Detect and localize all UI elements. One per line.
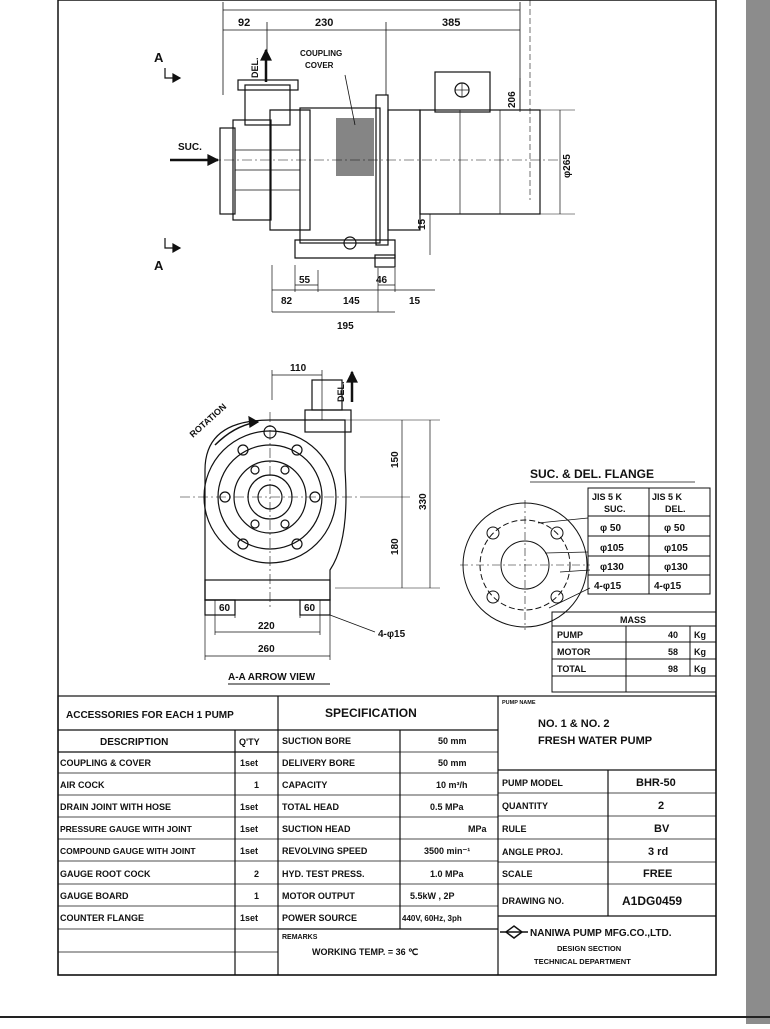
title-label-3: RULE bbox=[502, 824, 527, 834]
dim-385: 385 bbox=[442, 17, 461, 29]
spec-value-8: 5.5kW , 2P bbox=[410, 891, 455, 901]
flange-title: SUC. & DEL. FLANGE bbox=[530, 467, 655, 481]
spec-value-9: 440V, 60Hz, 3ph bbox=[402, 914, 462, 923]
accessory-qty-3: 1set bbox=[240, 802, 259, 812]
section-a-top: A bbox=[154, 50, 164, 65]
company-logo-icon bbox=[500, 926, 528, 938]
title-value-5: FREE bbox=[643, 868, 673, 880]
title-label-4: ANGLE PROJ. bbox=[502, 847, 564, 857]
design-section: DESIGN SECTION bbox=[557, 944, 622, 953]
mass-pump-label: PUMP bbox=[557, 630, 584, 640]
flange-header-suc-2: SUC. bbox=[604, 504, 626, 514]
title-value-1: BHR-50 bbox=[636, 777, 676, 789]
spec-label-8: MOTOR OUTPUT bbox=[282, 891, 355, 901]
view-caption: A-A ARROW VIEW bbox=[228, 672, 316, 683]
spec-label-5: SUCTION HEAD bbox=[282, 824, 351, 834]
flange-del-row-2: φ105 bbox=[664, 543, 688, 554]
spec-label-9: POWER SOURCE bbox=[282, 913, 358, 923]
title-value-4: 3 rd bbox=[648, 846, 669, 858]
spec-value-1: 50 mm bbox=[438, 736, 467, 746]
dim-195: 195 bbox=[337, 321, 354, 332]
pump-name-line-2: FRESH WATER PUMP bbox=[538, 735, 653, 747]
accessory-desc-4: PRESSURE GAUGE WITH JOINT bbox=[60, 824, 192, 834]
mass-motor-value: 58 bbox=[668, 647, 679, 657]
accessories-col-qty: Q'TY bbox=[239, 737, 260, 747]
rotation-label: ROTATION bbox=[187, 401, 229, 440]
accessory-qty-7: 1 bbox=[254, 891, 260, 901]
del-label-top: DEL. bbox=[250, 57, 260, 78]
spec-label-3: CAPACITY bbox=[282, 780, 328, 790]
flange-suc-row-1: φ 50 bbox=[600, 523, 622, 534]
mass-pump-unit: Kg bbox=[694, 630, 706, 640]
mass-pump-value: 40 bbox=[668, 630, 679, 640]
page-edge-bar bbox=[746, 0, 770, 1024]
accessory-desc-2: AIR COCK bbox=[60, 780, 105, 790]
mass-motor-unit: Kg bbox=[694, 647, 706, 657]
dim-55: 55 bbox=[299, 275, 311, 286]
pump-name-label: PUMP NAME bbox=[502, 700, 536, 706]
spec-value-2: 50 mm bbox=[438, 758, 467, 768]
dim-145: 145 bbox=[343, 296, 360, 307]
title-label-5: SCALE bbox=[502, 869, 533, 879]
dim-265: φ265 bbox=[562, 154, 573, 178]
bolt-holes-label: 4-φ15 bbox=[378, 629, 406, 640]
mass-motor-label: MOTOR bbox=[557, 647, 591, 657]
title-label-6: DRAWING NO. bbox=[502, 896, 564, 906]
mass-title: MASS bbox=[620, 615, 647, 625]
flange-suc-row-3: φ130 bbox=[600, 562, 624, 573]
dim-150: 150 bbox=[390, 451, 401, 468]
coupling-cover-label-1: COUPLING bbox=[300, 49, 343, 58]
dim-15-side: 15 bbox=[417, 218, 428, 230]
remarks-label: REMARKS bbox=[282, 934, 318, 941]
dim-82: 82 bbox=[281, 296, 293, 307]
flange-header-del-2: DEL. bbox=[665, 504, 686, 514]
pump-name-line-1: NO. 1 & NO. 2 bbox=[538, 718, 610, 730]
dim-206: 206 bbox=[507, 91, 518, 108]
title-value-2: 2 bbox=[658, 800, 665, 812]
flange-header-suc-1: JIS 5 K bbox=[592, 492, 623, 502]
flange-del-row-1: φ 50 bbox=[664, 523, 686, 534]
dim-60-right: 60 bbox=[304, 603, 316, 614]
accessories-title: ACCESSORIES FOR EACH 1 PUMP bbox=[66, 710, 234, 721]
technical-department: TECHNICAL DEPARTMENT bbox=[534, 957, 631, 966]
accessory-desc-5: COMPOUND GAUGE WITH JOINT bbox=[60, 846, 196, 856]
dim-220: 220 bbox=[258, 621, 275, 632]
title-value-6: A1DG0459 bbox=[622, 894, 683, 908]
accessory-desc-6: GAUGE ROOT COCK bbox=[60, 869, 151, 879]
del-label-front: DEL. bbox=[336, 381, 346, 402]
remarks-text: WORKING TEMP. = 36 ℃ bbox=[312, 947, 419, 957]
mass-total-value: 98 bbox=[668, 664, 679, 674]
bottom-divider bbox=[0, 1016, 770, 1018]
accessory-desc-7: GAUGE BOARD bbox=[60, 891, 129, 901]
accessory-qty-8: 1set bbox=[240, 913, 259, 923]
spec-value-4: 0.5 MPa bbox=[430, 802, 464, 812]
accessory-desc-3: DRAIN JOINT WITH HOSE bbox=[60, 802, 172, 812]
company-name: NANIWA PUMP MFG.CO.,LTD. bbox=[530, 928, 672, 939]
dim-330: 330 bbox=[418, 493, 429, 510]
spec-label-4: TOTAL HEAD bbox=[282, 802, 340, 812]
accessory-qty-6: 2 bbox=[254, 869, 260, 879]
flange-header-del-1: JIS 5 K bbox=[652, 492, 683, 502]
specification-title: SPECIFICATION bbox=[325, 706, 417, 720]
accessory-desc-8: COUNTER FLANGE bbox=[60, 913, 144, 923]
spec-value-7: 1.0 MPa bbox=[430, 869, 464, 879]
accessory-desc-1: COUPLING & COVER bbox=[60, 758, 152, 768]
spec-value-6: 3500 min⁻¹ bbox=[424, 846, 471, 856]
spec-value-3: 10 m³/h bbox=[436, 780, 468, 790]
top-view bbox=[165, 0, 575, 312]
flange-del-row-4: 4-φ15 bbox=[654, 581, 682, 592]
accessory-qty-4: 1set bbox=[240, 824, 259, 834]
spec-label-2: DELIVERY BORE bbox=[282, 758, 356, 768]
flange-suc-row-4: 4-φ15 bbox=[594, 581, 622, 592]
dim-180: 180 bbox=[390, 538, 401, 555]
spec-label-7: HYD. TEST PRESS. bbox=[282, 869, 365, 879]
dim-260: 260 bbox=[258, 644, 275, 655]
accessory-qty-2: 1 bbox=[254, 780, 260, 790]
coupling-cover-label-2: COVER bbox=[305, 61, 334, 70]
accessory-qty-1: 1set bbox=[240, 758, 259, 768]
dim-60-left: 60 bbox=[219, 603, 231, 614]
dim-46: 46 bbox=[376, 275, 388, 286]
flange-del-row-3: φ130 bbox=[664, 562, 688, 573]
mass-total-label: TOTAL bbox=[557, 664, 587, 674]
dim-15: 15 bbox=[409, 296, 421, 307]
dim-92: 92 bbox=[238, 17, 251, 29]
flange-suc-row-2: φ105 bbox=[600, 543, 624, 554]
section-a-bottom: A bbox=[154, 258, 164, 273]
title-value-3: BV bbox=[654, 823, 670, 835]
accessories-col-desc: DESCRIPTION bbox=[100, 737, 169, 748]
dim-230: 230 bbox=[315, 17, 334, 29]
mass-total-unit: Kg bbox=[694, 664, 706, 674]
suc-label: SUC. bbox=[178, 142, 202, 153]
title-label-1: PUMP MODEL bbox=[502, 778, 563, 788]
title-label-2: QUANTITY bbox=[502, 801, 548, 811]
accessory-qty-5: 1set bbox=[240, 846, 259, 856]
spec-label-6: REVOLVING SPEED bbox=[282, 846, 368, 856]
spec-value-5: MPa bbox=[468, 824, 487, 834]
spec-label-1: SUCTION BORE bbox=[282, 736, 352, 746]
dim-110: 110 bbox=[290, 363, 307, 374]
